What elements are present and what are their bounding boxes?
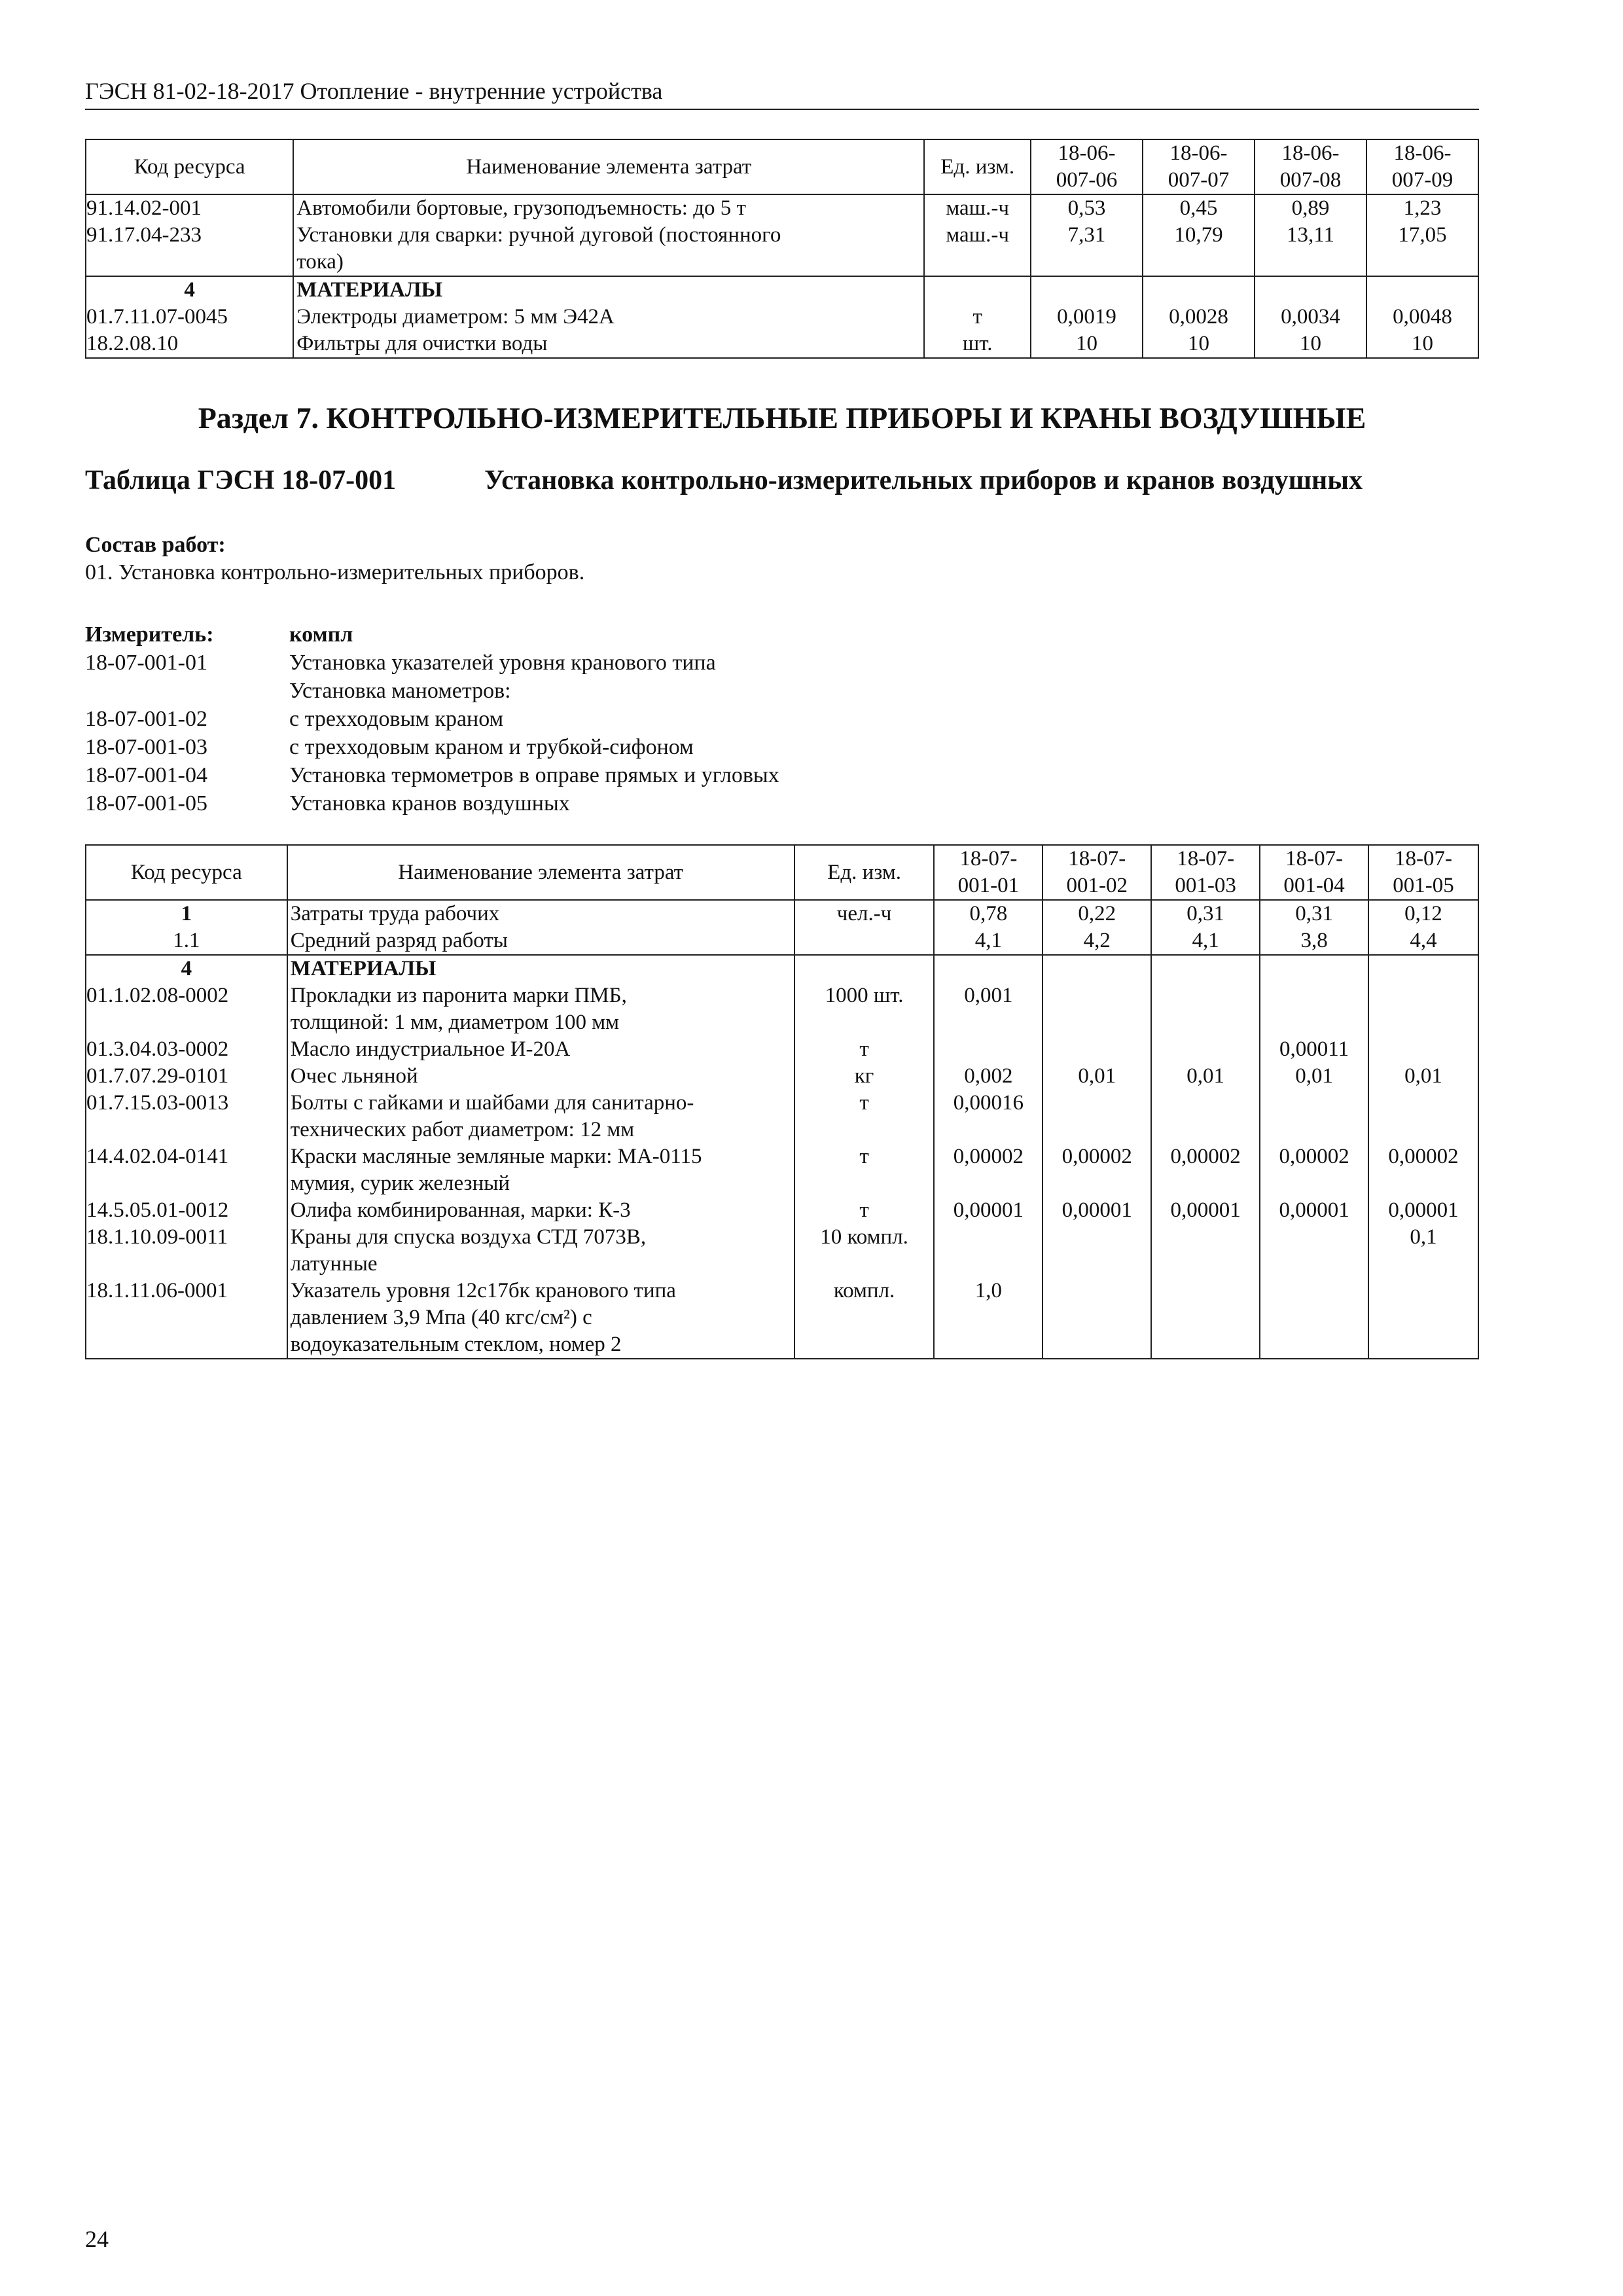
col-header-unit: Ед. изм. (924, 139, 1031, 194)
col-header-rate: 18-07- 001-03 (1151, 845, 1260, 900)
measure-unit: компл (289, 622, 353, 647)
table-row: 18.2.08.10 Фильтры для очистки воды шт. 10 10 10 10 (86, 331, 1478, 358)
table-row: 4 МАТЕРИАЛЫ (86, 955, 1478, 982)
list-item: 18-07-001-02 с трехходовым краном (85, 707, 504, 731)
col-header-rate: 18-07- 001-04 (1260, 845, 1368, 900)
table-row: 01.7.15.03-0013 Болты с гайками и шайбами для санитарно- технических работ диаметром: 12 мм т 0,00016 (86, 1090, 1478, 1143)
table-row: 91.17.04-233 Установки для сварки: ручной дуговой (постоянного тока) маш.-ч 7,31 10,79 13,11 17,05 (86, 222, 1478, 276)
list-item: 18-07-001-03 с трехходовым краном и трубкой-сифоном (85, 735, 694, 759)
table-number: Таблица ГЭСН 18-07-001 (85, 465, 397, 495)
col-header-rate: 18-07- 001-02 (1043, 845, 1151, 900)
page-number: 24 (85, 2226, 109, 2252)
table-row: 01.3.04.03-0002 Масло индустриальное И-20А т 0,00011 (86, 1036, 1478, 1063)
list-item: 18-07-001-01 Установка указателей уровня кранового типа (85, 651, 716, 675)
table-row: 01.7.11.07-0045 Электроды диаметром: 5 мм Э42А т 0,0019 0,0028 0,0034 0,0048 (86, 304, 1478, 331)
col-header-code: Код ресурса (86, 139, 293, 194)
work-composition-label: Состав работ: (85, 533, 226, 557)
col-header-unit: Ед. изм. (794, 845, 935, 900)
table-header-row (86, 845, 1478, 900)
section-title: Раздел 7. КОНТРОЛЬНО-ИЗМЕРИТЕЛЬНЫЕ ПРИБОРЫ И КРАНЫ ВОЗДУШНЫЕ (198, 401, 1366, 435)
table-row: 14.4.02.04-0141 Краски масляные земляные марки: МА-0115 мумия, сурик железный т 0,00002 0,00002 0,00002 0,00002 0,00002 (86, 1143, 1478, 1197)
table-row: 18.1.11.06-0001 Указатель уровня 12с17бк кранового типа давлением 3,9 Мпа (40 кгс/см²) с водоуказательным стеклом, номер 2 компл. 1,0 (86, 1278, 1478, 1359)
col-header-rate: 18-06- 007-09 (1366, 139, 1478, 194)
col-header-rate: 18-06- 007-07 (1143, 139, 1255, 194)
list-item: 18-07-001-05 Установка кранов воздушных (85, 791, 570, 816)
col-header-rate: 18-07- 001-05 (1368, 845, 1478, 900)
table-row: 91.14.02-001 Автомобили бортовые, грузоподъемность: до 5 т маш.-ч 0,53 0,45 0,89 1,23 (86, 194, 1478, 222)
resource-table-18-07-001 (85, 844, 1479, 1359)
table-row: 01.7.07.29-0101 Очес льняной кг 0,002 0,01 0,01 0,01 0,01 (86, 1063, 1478, 1090)
table-caption: Установка контрольно-измерительных приборов и кранов воздушных (484, 465, 1363, 495)
list-item: Установка манометров: (289, 679, 511, 703)
work-composition (85, 531, 584, 586)
table-header-row (86, 139, 1478, 194)
table-row: 1.1 Средний разряд работы 4,1 4,2 4,1 3,8 4,4 (86, 927, 1478, 955)
work-composition-text: 01. Установка контрольно-измерительных приборов. (85, 560, 585, 584)
measure-block (85, 620, 779, 817)
table-row: 01.1.02.08-0002 Прокладки из паронита марки ПМБ, толщиной: 1 мм, диаметром 100 мм 1000 шт. 0,001 (86, 982, 1478, 1036)
col-header-rate: 18-07- 001-01 (934, 845, 1043, 900)
running-header: ГЭСН 81-02-18-2017 Отопление - внутренние устройства (85, 77, 1479, 110)
list-item: 18-07-001-04 Установка термометров в оправе прямых и угловых (85, 763, 779, 787)
measure-label: Измеритель: (85, 622, 214, 647)
table-row: 1 Затраты труда рабочих чел.-ч 0,78 0,22 0,31 0,31 0,12 (86, 900, 1478, 927)
table-title (85, 465, 1479, 496)
col-header-name: Наименование элемента затрат (293, 139, 924, 194)
table-row: 18.1.10.09-0011 Краны для спуска воздуха СТД 7073В, латунные 10 компл. 0,1 (86, 1224, 1478, 1278)
col-header-rate: 18-06- 007-06 (1031, 139, 1143, 194)
col-header-rate: 18-06- 007-08 (1255, 139, 1366, 194)
col-header-code: Код ресурса (86, 845, 287, 900)
resource-table-18-06-007 (85, 139, 1479, 359)
table-row: 4 МАТЕРИАЛЫ (86, 276, 1478, 304)
table-row: 14.5.05.01-0012 Олифа комбинированная, марки: К-3 т 0,00001 0,00001 0,00001 0,00001 0,00001 (86, 1197, 1478, 1224)
col-header-name: Наименование элемента затрат (287, 845, 794, 900)
